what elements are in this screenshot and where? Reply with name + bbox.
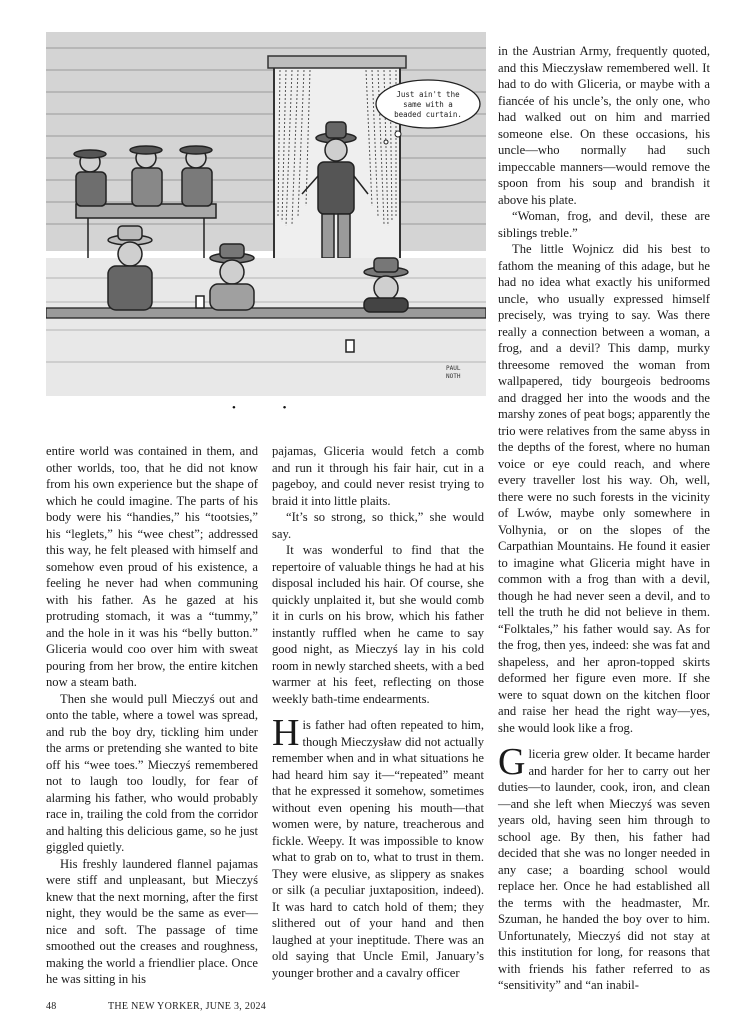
cartoon-illustration [46,26,486,396]
paragraph: “Woman, frog, and devil, these are siblings treble.” [498,209,710,240]
paragraph: entire world was contained in them, and other worlds, too, that he did not know from his own experience but the shape of which he could imagine. The parts of his body were his “handies,” his “tootsies,” his “leglets,” his “wee chest”; addressed this way, he felt pleased with himself and somehow even proud of his existence, a feeling he never had when communing with his father. As he gazed at his protruding stomach, it was a “tummy,” and the hole in it was his “belly button.” Gliceria would coo over him with sweat pouring from her brow, the entire kitchen now a steam bath. [46,444,258,689]
paragraph: “It’s so strong, so thick,” she would say. [272,510,484,541]
text-column-3 [498,43,710,994]
section-text: is father had often repeated to him, though Mieczysław did not actually remember when and in what situations he had heard him say it—“repeated” meant that he expressed it somehow, sometimes without even opening his mouth—that women were, by nature, treacherous and fickle. Weepy. It was impossible to know what to grab on to, what to trust in them. They were elusive, as slippery as snakes or silk (a peculiar juxtaposition, indeed). It was hard to catch hold of them; they slithered out of your hand and then laughed at your ineptitude. There was an old saying that Uncle Emil, January’s younger brother and a cavalry officer [272,718,484,980]
paragraph: pajamas, Gliceria would fetch a comb and run it through his fair hair, cut in a pageboy, and could never resist trying to braid it into little plaits. [272,444,484,508]
artist-signature-line-1: PAUL [446,365,461,372]
bubble-line-1: Just ain't the [396,90,460,99]
running-foot: THE NEW YORKER, JUNE 3, 2024 [108,1001,267,1012]
bubble-line-3: beaded curtain. [394,110,462,119]
section-paragraph [272,712,484,981]
artist-signature-line-2: NOTH [446,373,461,380]
paragraph: in the Austrian Army, frequently quoted, and this Mieczysław remembered well. It had to do with Gliceria, or maybe with a fiancée of his uncle’s, the only one, who had walked out on him and married someone else. On these occasions, his uncle—who normally had such impeccable manners—would remove the spoon from his soup and brandish it above his plate. [498,44,710,207]
cartoon-drawing [46,26,486,396]
drop-cap: H [272,712,300,754]
paragraph: Then she would pull Mieczyś out and onto the table, where a towel was spread, and rub the boy dry, tickling him under the arms or pretending she wanted to bite off his “wee toes.” Mieczyś remembered not to laugh too loudly, for fear of alarming his father, who would probably race in, trailing the cold from the corridor and halting this delicious game, so he just giggled quietly. [46,691,258,854]
section-text: liceria grew older. It became harder and harder for her to carry out her duties—to launder, cook, iron, and clean—and she left when Mieczyś was seven years old, having seen him through to school age. By then, his father had decided that she was no longer needed in any case; a boarding school would replace her. Once he had established all the terms with the headmaster, Mr. Szuman, he handed the boy over to him. Unfortunately, Mieczyś did not stay at this institution for long, for reasons that with friends his father referred to as “sensitivity” and “an inabil- [498,747,710,992]
page-number: 48 [46,1001,57,1012]
section-paragraph [498,741,710,994]
paragraph: The little Wojnicz did his best to fathom the meaning of this adage, but he had no idea what exactly his uniformed uncle, who usually expressed himself precisely, was trying to say. Was there really a connection between a woman, a frog, and a devil? This damp, murky threesome removed the woman from wallpapered, tidy bourgeois bedrooms and dragged her into the woods and the marshy zones of peat bogs; apparently the trio were relatives from the same abyss in the depths of the forest, where no human voice or eye could reach, and where every traveller lost his way. Oh, well, there were no such forests in the vicinity of Lwów, maybe only somewhere in Volhynia, or on the slopes of the Carpathian Mountains. He found it easier to imagine what Gliceria might have in common with a frog than with a devil, though he had never seen a devil, and to tell the truth he did not believe in them. “Folktales,” his father would say. As for the frog, then yes, indeed: she was fat and shapeless, and her apron-topped skirts deformed her figure even more. If she were to squat down on the kitchen floor and raise her head the right way—yes, she would look like a frog. [498,242,710,735]
section-ornament [232,401,286,415]
bubble-line-2: same with a [403,100,453,109]
text-column-2 [272,443,484,981]
paragraph: His freshly laundered flannel pajamas were stiff and unpleasant, but Mieczyś knew that the next morning, after the first night, they would be the same as ever—nice and soft. The passage of time smoothed out the creases and roughness, making the world a friendlier place. Once he was sitting in his [46,856,258,986]
text-column-1 [46,443,258,988]
ornament-dots: • • [232,402,287,414]
drop-cap: G [498,741,526,783]
paragraph: It was wonderful to find that the repertoire of valuable things he had at his disposal included his hair. Of course, she quickly unplaited it, but she would comb it in curls on his brow, which his father instantly ruffled when he came to say good night, as Mieczyś lay in his cold room in newly starched sheets, with a bed warmer at his feet, reflecting on those weekly bath-time endearments. [272,543,484,706]
